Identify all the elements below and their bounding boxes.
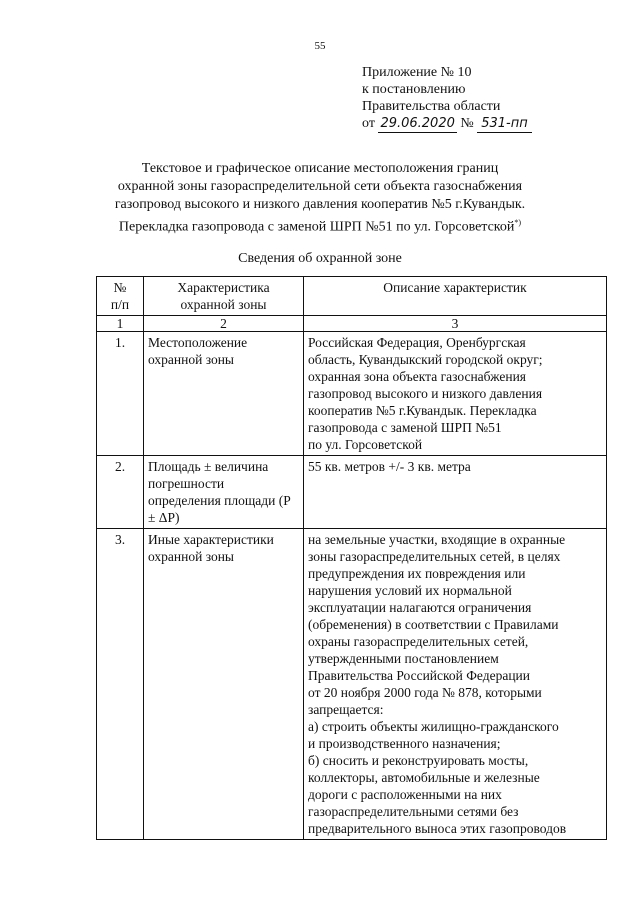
row-number: 3. bbox=[97, 529, 144, 840]
header-number: № п/п bbox=[97, 277, 144, 316]
row-description: Российская Федерация, Оренбургская область, Кувандыкский городской округ; охранная зона объекта газоснабжения газопровод высокого и низкого давления кооператив №5 г.Кувандык. Перекладка газопровода с заменой ШРП №51 по ул. Горсоветской bbox=[304, 332, 607, 456]
table-header-row bbox=[97, 277, 607, 316]
header-characteristic: Характеристика охранной зоны bbox=[144, 277, 304, 316]
title-line: охранной зоны газораспределительной сети объекта газоснабжения bbox=[117, 179, 523, 194]
column-number-row bbox=[97, 316, 607, 332]
appendix-line-2: к постановлению bbox=[362, 82, 466, 97]
table-row bbox=[97, 529, 607, 840]
column-number: 1 bbox=[97, 316, 144, 332]
column-number: 2 bbox=[144, 316, 304, 332]
title-line: Текстовое и графическое описание местоположения границ bbox=[141, 161, 499, 176]
column-number: 3 bbox=[304, 316, 607, 332]
appendix-line-1: Приложение № 10 bbox=[362, 65, 472, 80]
title-line: газопровод высокого и низкого давления кооператив №5 г.Кувандык. bbox=[114, 197, 526, 212]
title-line: Перекладка газопровода с заменой ШРП №51 по ул. Горсоветской*) bbox=[118, 218, 522, 235]
section-subtitle: Сведения об охранной зоне bbox=[238, 251, 402, 266]
number-label: № bbox=[460, 116, 474, 131]
document-title bbox=[100, 160, 540, 237]
row-characteristic: Площадь ± величина погрешности определения площади (P ± ΔP) bbox=[144, 456, 304, 529]
row-characteristic: Местоположение охранной зоны bbox=[144, 332, 304, 456]
appendix-block bbox=[362, 64, 532, 133]
page-number: 55 bbox=[314, 40, 326, 52]
footnote-mark: *) bbox=[514, 218, 522, 227]
row-characteristic: Иные характеристики охранной зоны bbox=[144, 529, 304, 840]
header-description: Описание характеристик bbox=[304, 277, 607, 316]
row-description: 55 кв. метров +/- 3 кв. метра bbox=[304, 456, 607, 529]
row-number: 1. bbox=[97, 332, 144, 456]
handwritten-date: 29.06.2020 bbox=[380, 116, 455, 131]
row-description: на земельные участки, входящие в охранные зоны газораспределительных сетей, в целях предупреждения их повреждения или нарушения условий их нормальной эксплуатации налагаются ограничения (обременения) в соответствии с Правилами охраны газораспределительных сетей, утвержденными постановлением Правительства Российской Федерации от 20 ноября 2000 года № 878, которыми запрещается: а) строить объекты жилищно-гражданского и производственного назначения; б) сносить и реконструировать мосты, коллекторы, автомобильные и железные дороги с расположенными на них газораспределительными сетями без предварительного выноса этих газопроводов bbox=[304, 529, 607, 840]
from-label: от bbox=[362, 116, 375, 131]
appendix-date-line bbox=[362, 115, 532, 133]
table-row bbox=[97, 332, 607, 456]
zone-info-table bbox=[96, 276, 607, 840]
table-row bbox=[97, 456, 607, 529]
handwritten-number: 531-пп bbox=[477, 115, 532, 133]
appendix-line-3: Правительства области bbox=[362, 99, 501, 114]
row-number: 2. bbox=[97, 456, 144, 529]
